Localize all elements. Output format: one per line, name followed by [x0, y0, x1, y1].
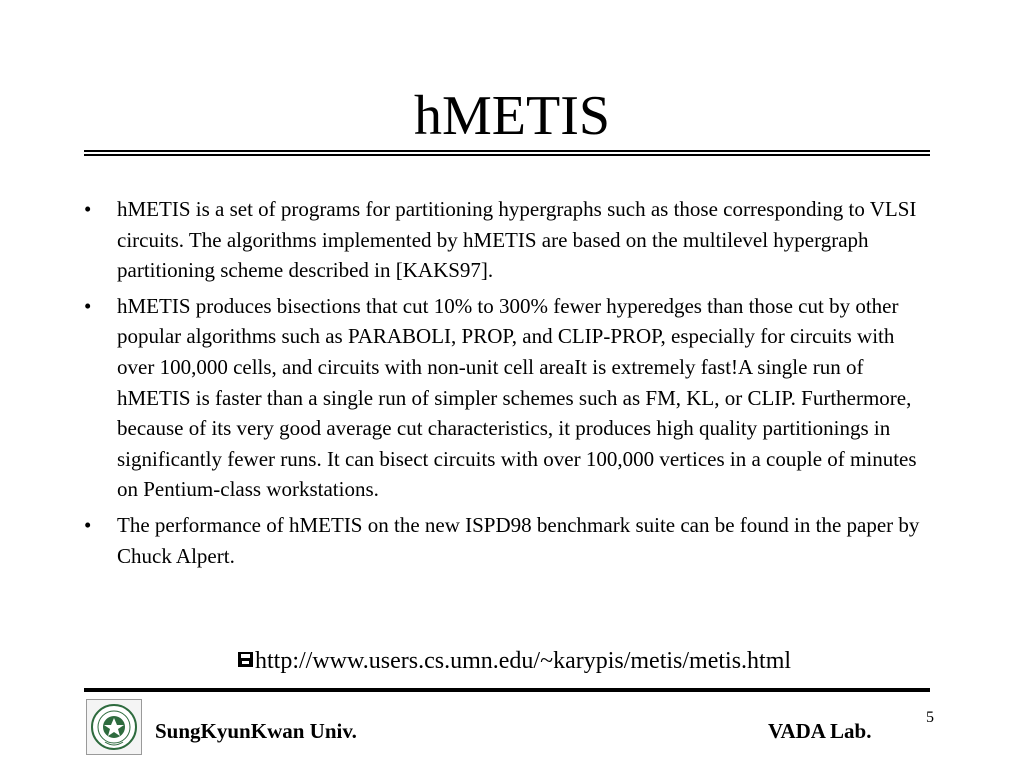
footer-divider [84, 688, 930, 692]
slide-title: hMETIS [414, 85, 610, 147]
bullet-marker: • [84, 197, 92, 221]
bullet-marker: • [84, 293, 92, 318]
bullet-item [72, 194, 932, 286]
title-divider [84, 150, 930, 156]
bullet-marker: • [84, 512, 92, 537]
bullet-text: hMETIS is a set of programs for partitioning hypergraphs such as those corresponding to VLSI circuits. The algorithms implemented by hMETIS are based on the multilevel hypergraph partitioning scheme described in [KAKS97]. [117, 197, 917, 283]
bullet-text: hMETIS produces bisections that cut 10% to 300% fewer hyperedges than those cut by other popular algorithms such as PARABOLI, PROP, and CLIP-PROP, especially for circuits with over 100,000 cells, and circuits with non-unit cell areaIt is extremely fast!A single run of hMETIS is faster than a single run of simpler schemes such as FM, KL, or CLIP. Furthermore, because of its very good average cut characteristics, it produces high quality partitionings in significantly fewer runs. It can bisect circuits with over 100,000 vertices in a couple of minutes on Pentium-class workstations. [117, 293, 917, 502]
university-seal-icon [86, 699, 142, 755]
bullet-text: The performance of hMETIS on the new ISPD98 benchmark suite can be found in the paper by Chuck Alpert. [117, 512, 920, 568]
link-url[interactable]: http://www.users.cs.umn.edu/~karypis/metis/metis.html [255, 648, 792, 674]
bullet-list [72, 194, 932, 576]
page-number: 5 [926, 709, 934, 726]
link-line [238, 645, 791, 677]
bullet-item [72, 510, 932, 571]
footer-university: SungKyunKwan Univ. [155, 719, 357, 743]
bullet-item [72, 291, 932, 505]
footer-lab: VADA Lab. [768, 719, 872, 743]
floppy-disk-icon [238, 652, 253, 667]
